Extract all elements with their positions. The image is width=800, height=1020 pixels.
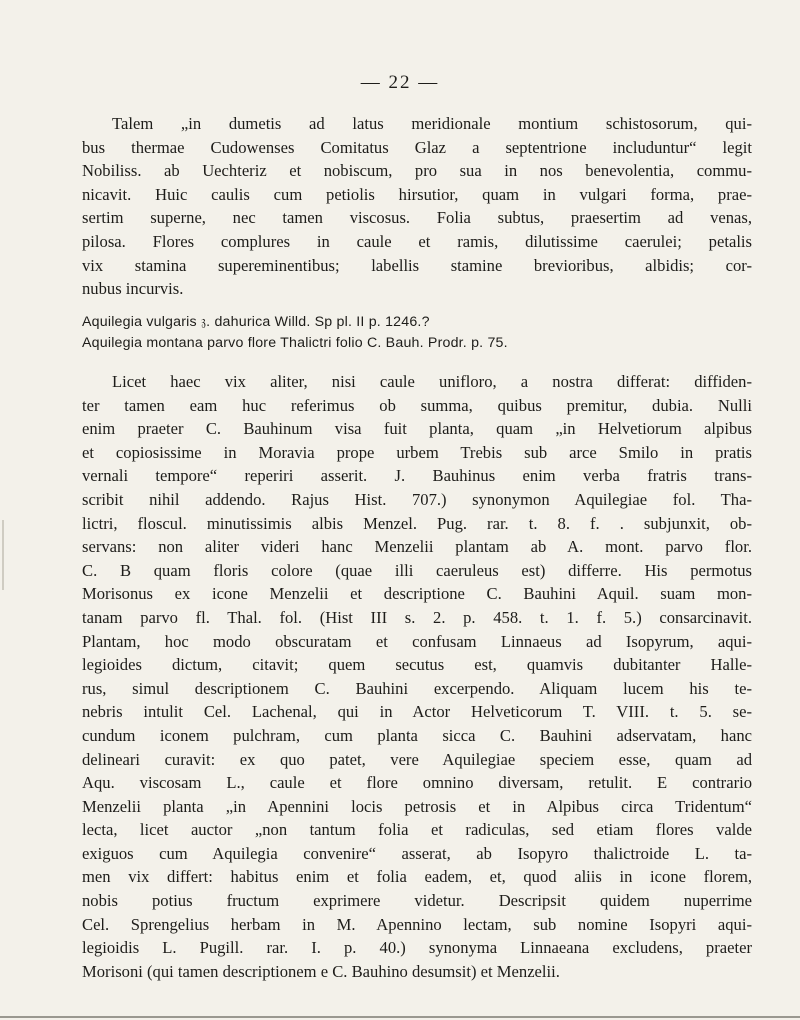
text-line: enim praeter C. Bauhinum visa fuit planta, quam „in Helvetiorum alpibus xyxy=(82,419,752,439)
text-line: men vix differt: habitus enim et folia eadem, et, quod aliis in icone florem, xyxy=(82,867,752,887)
text-line: et copiosissime in Moravia prope urbem Trebis sub arce Smilo in pratis xyxy=(82,442,752,462)
text-line: lecta, licet auctor „non tantum folia et radiculas, sed etiam flores valde xyxy=(82,820,752,840)
bottom-edge-rule xyxy=(0,1016,800,1018)
text-line: Nobiliss. ab Uechteriz et nobiscum, pro sua in nos benevolentia, commu- xyxy=(82,161,752,181)
text-line: nobis potius fructum exprimere videtur. Descripsit quidem nuperrime xyxy=(82,891,752,911)
text-line: Cel. Sprengelius herbam in M. Apennino lectam, sub nomine Isopyri aqui- xyxy=(82,914,752,934)
text-line: Menzelii planta „in Apennini locis petrosis et in Alpibus circa Tridentum“ xyxy=(82,796,752,816)
citation-line: Aquilegia vulgaris 𝔷. dahurica Willd. Sp pl. II p. 1246.? xyxy=(82,314,430,330)
text-line: pilosa. Flores complures in caule et ramis, dilutissime caerulei; petalis xyxy=(82,231,752,251)
synonym-citations xyxy=(82,312,752,354)
text-line: delineari curavit: ex quo patet, vere Aquilegiae speciem esse, quam ad xyxy=(82,749,752,769)
text-line: Plantam, hoc modo obscuratam et confusam Linnaeus ad Isopyrum, aqui- xyxy=(82,631,752,651)
text-line: rus, simul descriptionem C. Bauhini excerpendo. Aliquam lucem his te- xyxy=(82,678,752,698)
text-line: ter tamen eam huc referimus ob summa, quibus premitur, dubia. Nulli xyxy=(82,395,752,415)
text-line: legioidis L. Pugill. rar. I. p. 40.) synonyma Linnaeana excludens, praeter xyxy=(82,938,752,958)
text-line: sertim superne, nec tamen viscosus. Folia subtus, praesertim ad venas, xyxy=(82,208,752,228)
text-line: Morisonus ex icone Menzelii et descriptione C. Bauhini Aquil. suam mon- xyxy=(82,584,752,604)
page-edge-mark xyxy=(2,520,4,590)
text-line: vix stamina supereminentibus; labellis stamine brevioribus, albidis; cor- xyxy=(82,255,752,275)
text-line: Morisoni (qui tamen descriptionem e C. Bauhino desumsit) et Menzelii. xyxy=(82,961,560,981)
text-line: Talem „in dumetis ad latus meridionale montium schistosorum, qui- xyxy=(112,114,752,133)
text-line: bus thermae Cudowenses Comitatus Glaz a septentrione includuntur“ legit xyxy=(82,137,752,157)
text-line: nicavit. Huic caulis cum petiolis hirsutior, quam in vulgari forma, prae- xyxy=(82,184,752,204)
text-line: cundum iconem pulchram, cum planta sicca C. Bauhini adservatam, hanc xyxy=(82,725,752,745)
intro-paragraph xyxy=(82,112,752,301)
text-line: vernali tempore“ reperiri asserit. J. Bauhinus enim verba fratris trans- xyxy=(82,466,752,486)
text-line: legioides dictum, citavit; quem secutus est, quamvis dubitanter Halle- xyxy=(82,655,752,675)
text-line: nebris intulit Cel. Lachenal, qui in Actor Helveticorum T. VIII. t. 5. se- xyxy=(82,702,752,722)
text-line: scribit nihil addendo. Rajus Hist. 707.) synonymon Aquilegiae fol. Tha- xyxy=(82,489,752,509)
main-paragraph xyxy=(82,370,752,983)
text-line: nubus incurvis. xyxy=(82,279,184,299)
text-line: exiguos cum Aquilegia convenire“ asserat, ab Isopyro thalictroide L. ta- xyxy=(82,843,752,863)
text-line: servans: non aliter videri hanc Menzelii plantam ab A. mont. parvo flor. xyxy=(82,537,752,557)
citation-line: Aquilegia montana parvo flore Thalictri folio C. Bauh. Prodr. p. 75. xyxy=(82,335,508,351)
text-line: C. B quam floris colore (quae illi caeruleus est) differre. His permotus xyxy=(82,560,752,580)
text-line: Licet haec vix aliter, nisi caule unifloro, a nostra differat: diffiden- xyxy=(112,372,752,391)
text-line: tanam parvo fl. Thal. fol. (Hist III s. 2. p. 458. t. 1. f. 5.) consarcinavit. xyxy=(82,607,752,627)
text-line: lictri, floscul. minutissimis albis Menzel. Pug. rar. t. 8. f. . subjunxit, ob- xyxy=(82,513,752,533)
text-line: Aqu. viscosam L., caule et flore omnino diversam, retulit. E contrario xyxy=(82,773,752,793)
page-number: — 22 — xyxy=(360,72,440,93)
